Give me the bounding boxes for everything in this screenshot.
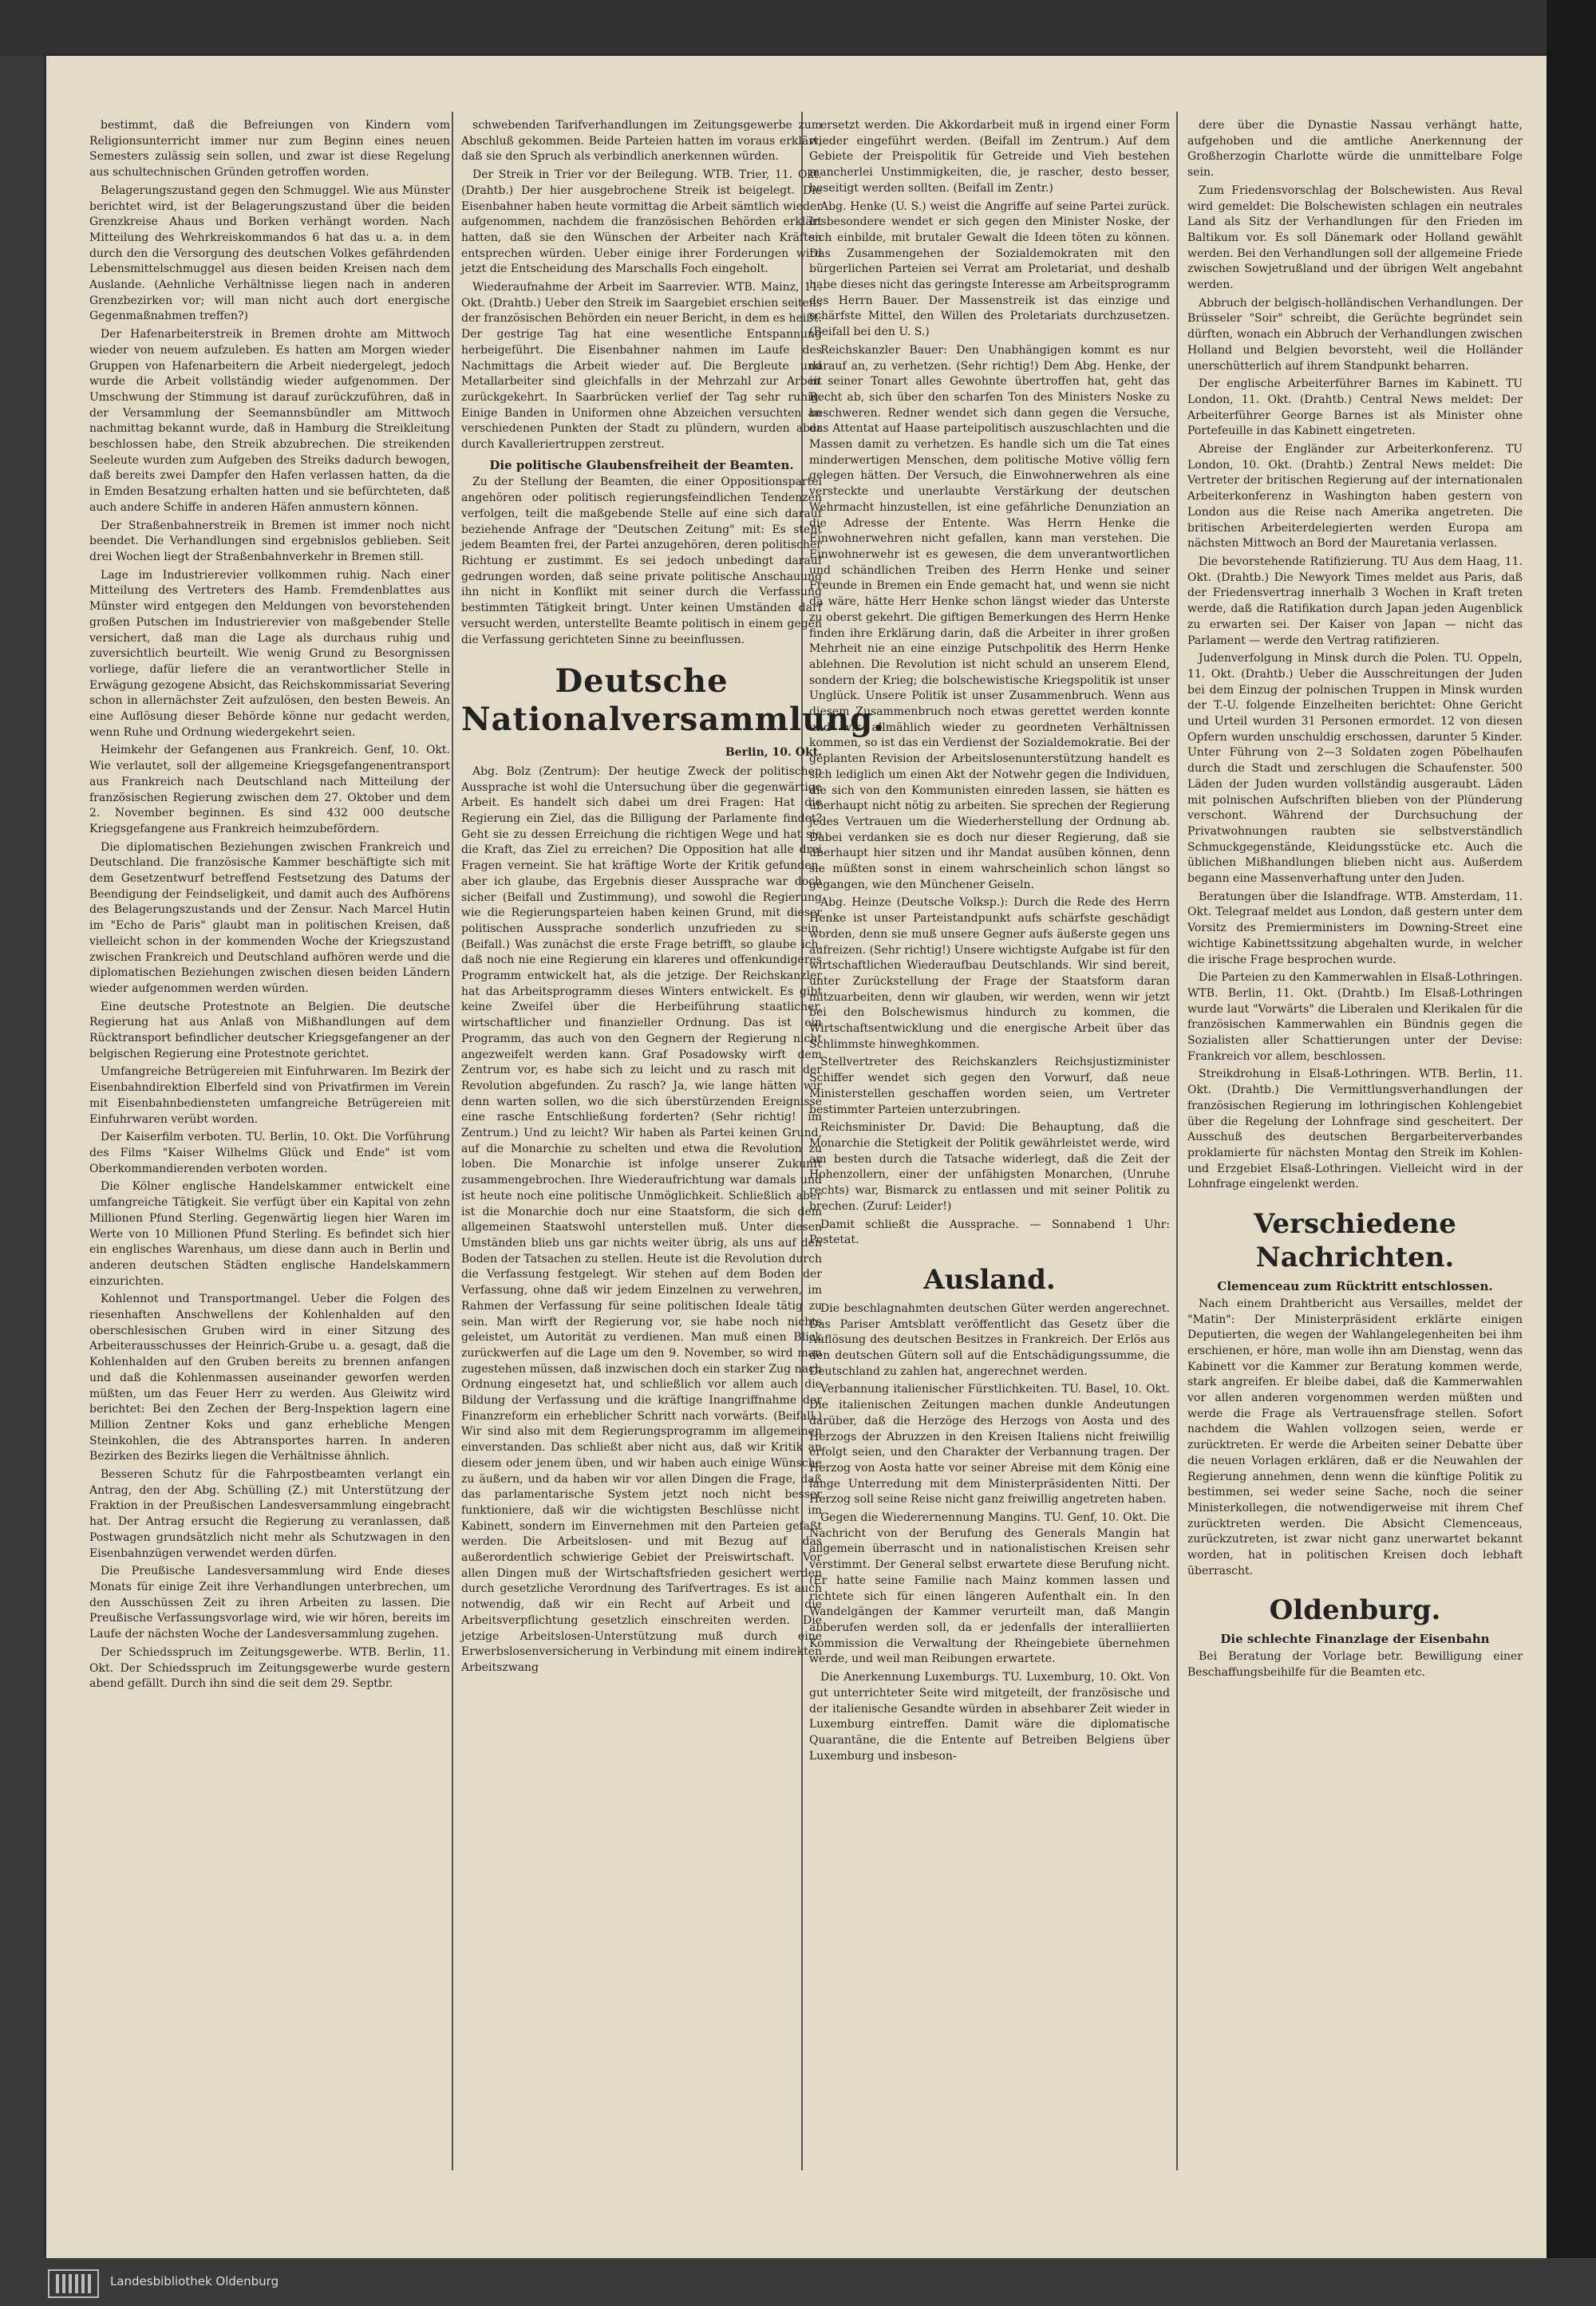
article-paragraph: Reichsminister Dr. David: Die Behauptung, daß die Monarchie die Stetigkeit der Politik gewährleistet werde, wird am besten durch die Tatsache widerlegt, daß die Zeit der Hohenzollern, einer der unfähigsten Monarchen, (Unruhe rechts) war, Bismarck zu entlassen und mit seiner Politik zu brechen. (Zuruf: Leider!) [809, 1121, 1170, 1213]
column-3 [809, 118, 1170, 2161]
viewer-footer [0, 2258, 1596, 2306]
section-heading: Die schlechte Finanzlage der Eisenbahn [1220, 1632, 1490, 1647]
article-paragraph: Die Anerkennung Luxemburgs. TU. Luxemburg, 10. Okt. Von gut unterrichteter Seite wird mitgeteilt, der französische und der italienische Gesandte würden in absehbarer Zeit wieder in Luxemburg eintreffen. Damit wäre die diplomatische Quarantäne, die die Entente auf Betreiben Belgiens über Luxemburg und insbeson- [809, 1671, 1170, 1763]
article-paragraph: Streikdrohung in Elsaß-Lothringen. WTB. Berlin, 11. Okt. (Drahtb.) Die Vermittlungsverhandlungen der französischen Regierung im lothringischen Kohlengebiet über die Regelung der Lohnfrage sind gescheitert. Der Ausschuß des deutschen Bergarbeiterverbandes proklamierte für nächsten Montag den Streik im Kohlen- und Erzgebiet Elsaß-Lothringen. Vielleicht wird in der Lohnfrage eingelenkt werden. [1187, 1068, 1523, 1191]
article-paragraph: Abreise der Engländer zur Arbeiterkonferenz. TU London, 10. Okt. (Drahtb.) Zentral News meldet: Die Vertreter der britischen Regierung auf der internationalen Arbeiterkonferenz in Washington haben gestern von London aus die Reise nach Amerika angetreten. Die britischen Arbeiterdelegierten werden Europa am nächsten Mittwoch an Bord der Mauretania verlassen. [1187, 443, 1523, 551]
article-paragraph: Heimkehr der Gefangenen aus Frankreich. Genf, 10. Okt. Wie verlautet, soll der allgemeine Kriegsgefangenentransport aus Frankreich nach Deutschland nach Mitteilung der französischen Regierung zwischen dem 27. Oktober und dem 2. November beginnen. Es sind 432 000 deutsche Kriegsgefangene aus Frankreich heimzubefördern. [89, 744, 450, 835]
article-paragraph: Wiederaufnahme der Arbeit im Saarrevier. WTB. Mainz, 11. Okt. (Drahtb.) Ueber den Streik im Saargebiet erschien seitens der französischen Behörden ein neuer Bericht, in dem es heißt: Der gestrige Tag hat eine wesentliche Entspannung herbeigeführt. Die Eisenbahner nahmen im Laufe des Nachmittags die Arbeit wieder auf. Die Bergleute und Metallarbeiter sind gleichfalls in der Mehrzahl zur Arbeit zurückgekehrt. In Saarbrücken verlief der Tag sehr ruhig. Einige Banden in Uniformen ohne Abzeichen versuchten an verschiedenen Punkten der Stadt zu plündern, wurden aber durch Kavalleriertruppen zerstreut. [461, 281, 822, 452]
article-paragraph: Verbannung italienischer Fürstlichkeiten. TU. Basel, 10. Okt. Die italienischen Zeitungen machen dunkle Andeutungen darüber, daß die Herzöge des Herzogs von Aosta und des Herzogs der Abruzzen in den Kreisen Italiens nicht freiwillig erfolgt seien, und den Charakter der Verbannung tragen. Der Herzog von Aosta hatte vor seiner Abreise mit dem König eine lange Unterredung mit dem Ministerpräsidenten Nitti. Der Herzog soll seine Reise nicht ganz freiwillig angetreten haben. [809, 1383, 1170, 1506]
article-paragraph: dere über die Dynastie Nassau verhängt hatte, aufgehoben und die amtliche Anerkennung der Großherzogin Charlotte würde die unmittelbare Folge sein. [1187, 119, 1523, 180]
article-paragraph: Nach einem Drahtbericht aus Versailles, meldet der "Matin": Der Ministerpräsident erklärte einigen Deputierten, die wegen der Wahlangelegenheiten bei ihm erschienen, er höre, man wolle ihn am Dienstag, wenn das Kabinett vor die Kammer zur Beratung kommen werde, stark angreifen. Er bleibe dabei, daß die Kammerwahlen vor allen anderen vorgenommen werden müßten und werde die Frage als Vertrauensfrage stellen. Sofort nachdem die Wahlen vollzogen seien, werde er zurücktreten. Er werde die Arbeiten seiner Debatte über die neuen Vorlagen erklären, daß er die Neuwahlen der Regierung annehmen, denn wenn die künftige Politik zu bestimmen, sei weder seine Sache, noch die seiner Ministerkollegen, die notwendigerweise mit ihrem Chef zurücktreten werden. Die Absicht Clemenceaus, zurückzutreten, ist zwar nicht ganz unerwartet bekannt worden, hat in politischen Kreisen doch lebhaft überrascht. [1187, 1297, 1523, 1577]
article-paragraph: Gegen die Wiederernennung Mangins. TU. Genf, 10. Okt. Die Nachricht von der Berufung des Generals Mangin hat allgemein überrascht und in nationalistischen Kreisen sehr verstimmt. Der General selbst erwartete diese Berufung nicht. (Er hatte seine Familie nach Mainz kommen lassen und richtete sich für einen längeren Aufenthalt ein. In den Wandelgängen der Kammer verurteilt man, daß Mangin abberufen werden soll, da er jedenfalls der interalliierten Kommission die Verwaltung der Rheingebiete übernehmen werde, und weil man Reibungen erwartete. [809, 1511, 1170, 1666]
article-paragraph: Die Parteien zu den Kammerwahlen in Elsaß-Lothringen. WTB. Berlin, 11. Okt. (Drahtb.) Im Elsaß-Lothringen wurde laut "Vorwärts" die Liberalen und Klerikalen für die französischen Kammerwahlen ein Bündnis gegen die Sozialisten aller Schattierungen unter der Devise: Frankreich vor allem, beschlossen. [1187, 971, 1523, 1063]
article-paragraph: Eine deutsche Protestnote an Belgien. Die deutsche Regierung hat aus Anlaß von Mißhandlungen auf dem Rücktransport befindlicher deutscher Kriegsgefangener an der belgischen Regierung eine Protestnote gerichtet. [89, 1000, 450, 1060]
column-1 [89, 118, 450, 2161]
article-paragraph: Abg. Henke (U. S.) weist die Angriffe auf seine Partei zurück. Insbesondere wendet er sich gegen den Minister Noske, der sich einbilde, mit brutaler Gewalt die Ideen töten zu können. Das Zusammengehen der Sozialdemokraten mit den bürgerlichen Parteien sei Verrat am Proletariat, und deshalb habe dieses nicht das geringste Interesse am Arbeitsprogramm des Herrn Bauer. Der Massenstreik ist das einzige und schärfste Mittel, den Willen des Proletariats durchzusetzen. (Beifall bei den U. S.) [809, 199, 1170, 339]
article-paragraph: Abg. Heinze (Deutsche Volksp.): Durch die Rede des Herrn Henke ist unser Parteistandpunkt aufs schärfste geschädigt worden, denn sie muß unsere Gegner aufs äußerste gegen uns aufreizen. (Sehr richtig!) Unsere wichtigste Aufgabe ist für den wirtschaftlichen Wiederaufbau Deutschlands. Wir sind bereit, unter Zurückstellung der Frage der Staatsform daran mitzuarbeiten, denn wir glauben, wir werden, wenn wir jetzt bei den Bolschewismus hindurch zu kommen, die Wirtschaftsentwicklung und die energische Arbeit über das Schlimmste hinweghkommen. [809, 896, 1171, 1051]
article-paragraph: bestimmt, daß die Befreiungen von Kindern vom Religionsunterricht immer nur zum Beginn eines neuen Semesters zulässig sein sollen, und zwar ist diese Regelung aus schultechnischen Gründen getroffen worden. [89, 119, 450, 180]
column-2 [461, 118, 886, 2161]
section-heading: Clemenceau zum Rücktritt entschlossen. [1217, 1279, 1493, 1294]
article-paragraph: Umfangreiche Betrügereien mit Einfuhrwaren. Im Bezirk der Eisenbahndirektion Elberfeld sind von Privatfirmen im Verein mit Eisenbahnbediensteten umfangreiche Betrügereien mit Einfuhrwaren verübt worden. [89, 1065, 450, 1126]
column-rule [1176, 112, 1178, 2170]
article-paragraph: Die Preußische Landesversammlung wird Ende dieses Monats für einige Zeit ihre Verhandlungen unterbrechen, um den Ausschüssen Zeit zu ihren Arbeiten zu lassen. Die Preußische Verfassungsvorlage wird, wie wir hören, bereits im Laufe der nächsten Woche der Landesversammlung zugehen. [89, 1565, 450, 1641]
article-paragraph: Der Kaiserfilm verboten. TU. Berlin, 10. Okt. Die Vorführung des Films "Kaiser Wilhelms Glück und Ende" ist vom Oberkommandierenden verboten worden. [89, 1131, 450, 1175]
scan-right-border [1547, 0, 1596, 2306]
column-rule [452, 112, 453, 2170]
article-paragraph: Lage im Industrierevier vollkommen ruhig. Nach einer Mitteilung des Vertreters des Hamb. Fremdenblattes aus Münster wird entgegen den Meldungen von bevorstehenden großen Putschen im Industrierevier von maßgebender Stelle versichert, daß man die Lage als durchaus ruhig und zuversichtlich beurteilt. Wie wenig Grund zu Besorgnissen vorliege, dafür liefere die an verantwortlicher Stelle in Erwägung gezogene Absicht, das Reichskommissariat Severing schon in allernächster Zeit aufzulösen, den besten Beweis. An eine Auflösung dieser Behörde könne nur gedacht werden, wenn Ruhe und Ordnung wiedergekehrt seien. [89, 568, 450, 739]
article-paragraph: Abg. Bolz (Zentrum): Der heutige Zweck der politischen Aussprache ist wohl die Untersuchung über die gegenwärtige Arbeit. Es handelt sich dabei um drei Fragen: Hat die Regierung ein Ziel, das die Billigung der Parlamente findet? Geht sie zu dessen Erreichung die richtigen Wege und hat sie die Kraft, das Ziel zu erreichen? Die Opposition hat alle drei Fragen verneint. Sie hat kräftige Worte der Kritik gefunden, aber ich glaube, das Ergebnis dieser Aussprache war doch sicher (Beifall und Zustimmung), und sowohl die Regierung wie die Regierungsparteien haben keinen Grund, mit dieser politischen Aussprache sonderlich unzufrieden zu sein. (Beifall.) Was zunächst die erste Frage betrifft, so glaube ich, daß noch nie eine Regierung ein klareres und offenkundigeres Programm entwickelt hat, als die jetzige. Der Reichskanzler hat das Arbeitsprogramm dieses Winters entwickelt. Es gibt keine Zweifel über die Herbeiführung staatlicher, wirtschaftlicher und finanzieller Ordnung. Das ist ein Programm, das auch von den Gegnern der Regierung nicht angezweifelt werden kann. Graf Posadowsky wirft dem Zentrum vor, es habe sich zu leicht und zu rasch mit der Revolution abgefunden. Zu rasch? Ja, wie lange hätten wir denn warten sollen, wo die sich überstürzenden Ereignisse eine rasche Entschließung forderten? (Sehr richtig! im Zentrum.) Und zu leicht? Wir haben als Partei keinen Grund, auf die Monarchie zu schelten und etwa die Revolution zu loben. Die Monarchie ist infolge unserer Zukunft zusammengebrochen. Ihre Wiederaufrichtung war damals und ist heute noch eine politische Unmöglichkeit. Schließlich aber ist die Monarchie doch nur eine Staatsform, die sich dem allgemeinen Staatswohl unterstellen muß. Unter diesen Umständen blieb uns gar nichts weiter übrig, als uns auf den Boden der Tatsachen zu stellen. Heute ist die Revolution durch die Verfassung festgelegt. Wir stehen auf dem Boden der Verfassung, ohne daß wir jedem Einzelnen zu verwehren, im Rahmen der Verfassung für seine politischen Ideale tätig zu sein. Man wirft der Regierung vor, sie habe noch nichts geleistet, um Autorität zu verdienen. Man muß einen Blick zurückwerfen auf die Lage um den 9. November, so wird man zugestehen müssen, daß inzwischen doch ein starker Zug nach Ordnung eingesetzt hat, und schließlich vor allem auch die Bildung der Verfassung und die kräftige Inangriffnahme der Finanzreform ein erheblicher Schritt nach vorwärts. (Beifall.) Wir sind also mit dem Regierungsprogramm im allgemeinen einverstanden. Das schließt aber nicht aus, daß wir Kritik an diesem oder jenem üben, und wir haben auch einige Wünsche zu äußern, und da haben wir vor allen Dingen die Frage, daß das parlamentarische System jetzt noch nicht besser funktioniere, daß wir die wichtigsten Beschlüsse nicht im Kabinett, sondern im Einvernehmen mit den Parteien gefaßt werden. Die Arbeitslosen- und mit Bezug auf das außerordentlich schwierige Gebiet der Preiswirtschaft. Vor allen Dingen muß der Wirtschaftsfrieden gesichert werden durch gesetzliche Verordnung des Tarifvertrages. Es ist auch notwendig, daß wir ein Recht auf Arbeit und die Arbeitsverpflichtung gesetzlich einschreiten werden. Die jetzige Arbeitslosen-Unterstützung muß durch eine Erwerbslosenversicherung in Verbindung mit einem indirekten Arbeitszwang [461, 764, 822, 1674]
article-paragraph: Belagerungszustand gegen den Schmuggel. Wie aus Münster berichtet wird, ist der Belagerungszustand über die beiden Grenzkreise Ahaus und Borken verhängt worden. Nach Mitteilung des Wehrkreiskommandos 6 hat das u. a. in dem durch den die Versorgung des deutschen Volkes gefährdenden Lebensmittelschmuggel aus diesen beiden Kreisen nach dem Auslande. (Aehnliche Verhältnisse liegen nach in anderen Grenzbezirken vor; will man nicht auch dort energische Gegenmaßnahmen treffen?) [89, 184, 450, 323]
article-paragraph: Zum Friedensvorschlag der Bolschewisten. Aus Reval wird gemeldet: Die Bolschewisten schlagen ein neutrales Land als Sitz der Verhandlungen für den Frieden im Baltikum vor. Es soll Dänemark oder Holland gewählt werden. Bei den Verhandlungen soll der allgemeine Friede zwischen Sowjetrußland und der übrigen Welt angebahnt werden. [1187, 184, 1523, 292]
section-heading: Verschiedene Nachrichten. [1254, 1208, 1456, 1274]
library-logo-icon [48, 2269, 99, 2298]
article-paragraph: Die beschlagnahmten deutschen Güter werden angerechnet. Das Pariser Amtsblatt veröffentlicht das Gesetz über die Auflösung des deutschen Besitzes in Frankreich. Der Erlös aus den deutschen Gütern soll auf die Entschädigungssumme, die Deutschland zu zahlen hat, angerechnet werden. [809, 1301, 1170, 1378]
article-paragraph: Die Kölner englische Handelskammer entwickelt eine umfangreiche Tätigkeit. Sie verfügt über ein Kapital von zehn Millionen Pfund Sterling. Gegenwärtig liegen hier Waren im Werte von 10 Millionen Pfund Sterling. Es befindet sich hier ein englisches Warenhaus, um diese dann auch in Berlin und anderen deutschen Städten englische Handelskammern einzurichten. [89, 1180, 450, 1288]
article-paragraph: Damit schließt die Aussprache. — Sonnabend 1 Uhr: Postetat. [809, 1218, 1170, 1247]
article-paragraph: Reichskanzler Bauer: Den Unabhängigen kommt es nur darauf an, zu verhetzen. (Sehr richtig!) Dem Abg. Henke, der in seiner Tonart alles Gewohnte übertroffen hat, geht das Recht ab, sich über den scharfen Ton des Ministers Noske zu beschweren. Redner wendet sich dann gegen die Versuche, das Attentat auf Haase parteipolitisch auszuschlachten und die Massen damit zu verhetzen. Es handle sich um die Tat eines minderwertigen Menschen, dem politische Motive völlig fern gelegen hätten. Der Versuch, die Einwohnerwehren als eine versteckte und unerlaubte Verstärkung der deutschen Wehrmacht hinzustellen, ist eine gefährliche Denunziation an die Adresse der Entente. Was Herrn Henke die Einwohnerwehren nicht gefallen, kann man verstehen. Die Einwohnerwehr ist es gewesen, die dem unverantwortlichen und schändlichen Treiben des Herrn Henke und seiner Freunde in Bremen ein Ende gemacht hat, und wenn sie nicht da wäre, hätte Herr Henke schon längst wieder das Unterste zu oberst gekehrt. Die giftigen Bemerkungen des Herrn Henke finden ihre Erklärung darin, daß die Arbeiter in ihrer großen Mehrheit nie an eine einzige Putschpolitik des Herrn Henke ablehnen. Die Revolution ist nicht schuld an unserem Elend, sondern der Krieg; die bolschewistische Kriegspolitik ist unser Unglück. Unsere Politik ist unser Zusammenbruch. Wenn aus diesem Zusammenbruch noch etwas gerettet werden konnte und wir allmählich wieder zu geordneten Verhältnissen kommen, so ist das ein Verdienst der Sozialdemokratie. Bei der geplanten Revision der Arbeitslosenunterstützung handelt es sich lediglich um einen Akt der Notwehr gegen die Individuen, die sich von den Kommunisten einreden lassen, sie hätten es überhaupt nicht nötig zu arbeiten. Sie sprechen der Regierung jedes Vertrauen um die Wiederherstellung der Ordnung ab. Dabei verdanken sie es doch nur dieser Regierung, daß sie überhaupt hier sitzen und ihr Mandat ausüben können, denn sie müßten sonst in einem wahrscheinlich schon längst so gegangen, wie den Münchener Geiseln. [809, 343, 1170, 891]
article-paragraph: Der Hafenarbeiterstreik in Bremen drohte am Mittwoch wieder von neuem aufzuleben. Es hatten am Morgen wieder Gruppen von Hafenarbeitern die Arbeit niedergelegt, jedoch wurde die Arbeit vollständig wieder aufgenommen. Der Umschwung der Stimmung ist darauf zurückzuführen, daß in der Versammlung der Seemannsbündler am Mittwoch nachmittag bekannt wurde, daß in Hamburg die Streikleitung beschlossen habe, den Streik abzubrechen. Die streikenden Seeleute wurden zum Aufgeben des Streiks dadurch bewogen, daß bereits zwei Dampfer den Hafen verlassen hatten, da die in Emden Besatzung erhalten hatten und sie befürchteten, daß auch andere Schiffe in anderen Häfen anmustern können. [89, 328, 450, 514]
section-heading: Oldenburg. [1269, 1594, 1441, 1627]
article-paragraph: Beratungen über die Islandfrage. WTB. Amsterdam, 11. Okt. Telegraaf meldet aus London, daß gestern unter dem Vorsitz des Premierministers im Downing-Street eine wichtige Kabinettssitzung abgehalten wurde, in welcher die irische Frage besprochen wurde. [1187, 890, 1523, 966]
article-paragraph: Der englische Arbeiterführer Barnes im Kabinett. TU London, 11. Okt. (Drahtb.) Central News meldet: Der Arbeiterführer George Barnes ist als Minister ohne Portefeuille in das Kabinett eingetreten. [1187, 377, 1523, 438]
article-paragraph: ersetzt werden. Die Akkordarbeit muß in irgend einer Form wieder eingeführt werden. (Beifall im Zentrum.) Auf dem Gebiete der Preispolitik für Getreide und Vieh bestehen mancherlei Unstimmigkeiten, die, je rascher, desto besser, beseitigt werden sollten. (Beifall im Zentr.) [809, 119, 1170, 195]
article-paragraph: Zu der Stellung der Beamten, die einer Oppositionspartei angehören oder politisch regierungsfeindlichen Tendenzen verfolgen, teilt die maßgebende Stelle auf eine sich darauf beziehende Anfrage der "Deutschen Zeitung" mit: Es steht jedem Beamten frei, der Partei anzugehören, deren politischer Richtung er zustimmt. Es sei jedoch unbedingt darauf gedrungen worden, daß seine private politische Anschauung ihn nicht in Konflikt mit seiner durch die Verfassung bestimmten Tätigkeit bringt. Unter keinen Umständen darf versucht werden, unterstellte Beamte politisch in einem gegen die Verfassung gerichteten Sinne zu beeinflussen. [461, 476, 822, 646]
article-paragraph: Judenverfolgung in Minsk durch die Polen. TU. Oppeln, 11. Okt. (Drahtb.) Ueber die Ausschreitungen der Juden bei dem Einzug der polnischen Truppen in Minsk wurden der T.-U. folgende Einzelheiten berichtet: Ohne Gericht und Urteil wurden 31 Personen ermordet. 12 von diesen Opfern wurden unschuldig erschossen, darunter 5 Kinder. Unter Führung von 2—3 Soldaten zogen Pöbelhaufen durch die Stadt und zerschlugen die Schaufenster. 500 Läden der Juden wurden vollständig ausgeraubt. Läden mit polnischen Aufschriften blieben von der Plünderung verschont. Während der Durchsuchung der Privatwohnungen raubten sie selbstverständlich Schmuckgegenstände, Kleidungsstücke etc. Auch die üblichen Mißhandlungen blieben nicht aus. Außerdem begann eine Massenverhaftung unter den Juden. [1187, 652, 1523, 886]
article-paragraph: Stellvertreter des Reichskanzlers Reichsjustizminister Schiffer wendet sich gegen den Vorwurf, daß neue Ministerstellen geschaffen worden seien, um Vertreter bestimmter Parteien unterzubringen. [809, 1056, 1170, 1116]
article-paragraph: Kohlennot und Transportmangel. Ueber die Folgen des riesenhaften Anschwellens der Kohlenhalden auf den oberschlesischen Gruben wird in einer Sitzung des Arbeiterausschusses der Heinrich-Grube u. a. gesagt, daß die Kohlenhalden auf den Gruben bereits zu brennen anfangen und daß die Kohlenmassen auseinander geworfen werden müßten, um das Feuer Herr zu werden. Aus Gleiwitz wird berichtet: Bei den Zechen der Berg-Inspektion lagern eine Million Zentner Koks und ganz erhebliche Mengen Steinkohlen, die des Abtransportes harren. In anderen Bezirken des Bezirks liegen die Verhältnisse ähnlich. [89, 1293, 450, 1463]
article-paragraph: Bei Beratung der Vorlage betr. Bewilligung einer Beschaffungsbeihilfe für die Beamten etc. [1187, 1650, 1523, 1679]
section-heading: Ausland. [923, 1263, 1056, 1296]
section-heading: Deutsche Nationalversammlung. [461, 662, 886, 739]
column-4 [1187, 118, 1523, 2161]
library-name: Landesbibliothek Oldenburg [110, 2274, 279, 2288]
article-paragraph: Der Straßenbahnerstreik in Bremen ist immer noch nicht beendet. Die Verhandlungen sind ergebnislos geblieben. Seit drei Wochen liegt der Straßenbahnverkehr in Bremen still. [89, 519, 450, 563]
article-paragraph: Besseren Schutz für die Fahrpostbeamten verlangt ein Antrag, den der Abg. Schülling (Z.) mit Unterstützung der Fraktion in der Preußischen Landesversammlung eingebracht hat. Der Antrag ersucht die Regierung zu veranlassen, daß Postwagen grundsätzlich nicht mehr als Schutzwagen in den Eisenbahnzügen verwendet werden dürfen. [89, 1468, 450, 1560]
article-paragraph: schwebenden Tarifverhandlungen im Zeitungsgewerbe zum Abschluß gekommen. Beide Parteien hatten im voraus erklärt, daß sie den Spruch als verbindlich anerkennen würden. [461, 119, 822, 164]
article-paragraph: Der Streik in Trier vor der Beilegung. WTB. Trier, 11. Okt. (Drahtb.) Der hier ausgebrochene Streik ist beigelegt. Die Eisenbahner haben heute vormittag die Arbeit sämtlich wieder aufgenommen, nachdem die französischen Behörden erklärt hatten, daß sie den Wünschen der Arbeiter nach Kräften entsprechen würden. Ueber einige ihrer Forderungen wird jetzt die Entscheidung des Marschalls Foch eingeholt. [461, 168, 822, 276]
section-heading: Die politische Glaubensfreiheit der Beamten. [489, 457, 794, 472]
article-paragraph: Abbruch der belgisch-holländischen Verhandlungen. Der Brüsseler "Soir" schreibt, die Gerüchte begründet sein dürften, wonach ein Abbruch der Verhandlungen zwischen Holland und Belgien bevorsteht, weil die Holländer unerschütterlich auf ihrem Standpunkt beharren. [1187, 296, 1523, 373]
article-paragraph: Die bevorstehende Ratifizierung. TU Aus dem Haag, 11. Okt. (Drahtb.) Die Newyork Times meldet aus Paris, daß der Friedensvertrag innerhalb 3 Wochen in Kraft treten werde, daß die Ratifikation durch Japan jeden Augenblick zu erwarten sei. Der Kaiser von Japan — nicht das Parlament — werde den Vertrag ratifizieren. [1187, 555, 1523, 647]
scan-top-border [0, 0, 1596, 56]
article-paragraph: Der Schiedsspruch im Zeitungsgewerbe. WTB. Berlin, 11. Okt. Der Schiedsspruch im Zeitungsgewerbe wurde gestern abend gefällt. Durch ihn sind die seit dem 29. Septbr. [89, 1645, 450, 1691]
article-paragraph: Die diplomatischen Beziehungen zwischen Frankreich und Deutschland. Die französische Kammer beschäftigte sich mit dem Gesetzentwurf betreffend Festsetzung des Datums der Beendigung der Feindseligkeit, und damit auch des Aufhörens des Belagerungszustands und der Zensur. Nach Marcel Hutin im "Echo de Paris" glaubt man in politischen Kreisen, daß vielleicht schon in der kommenden Woche der Kriegszustand zwischen Frankreich und Deutschland aufhören werde und die diplomatischen Beziehungen zwischen diesen beiden Ländern wieder aufgenommen werden würden. [89, 840, 450, 995]
section-heading: Berlin, 10. Okt. [725, 746, 822, 760]
